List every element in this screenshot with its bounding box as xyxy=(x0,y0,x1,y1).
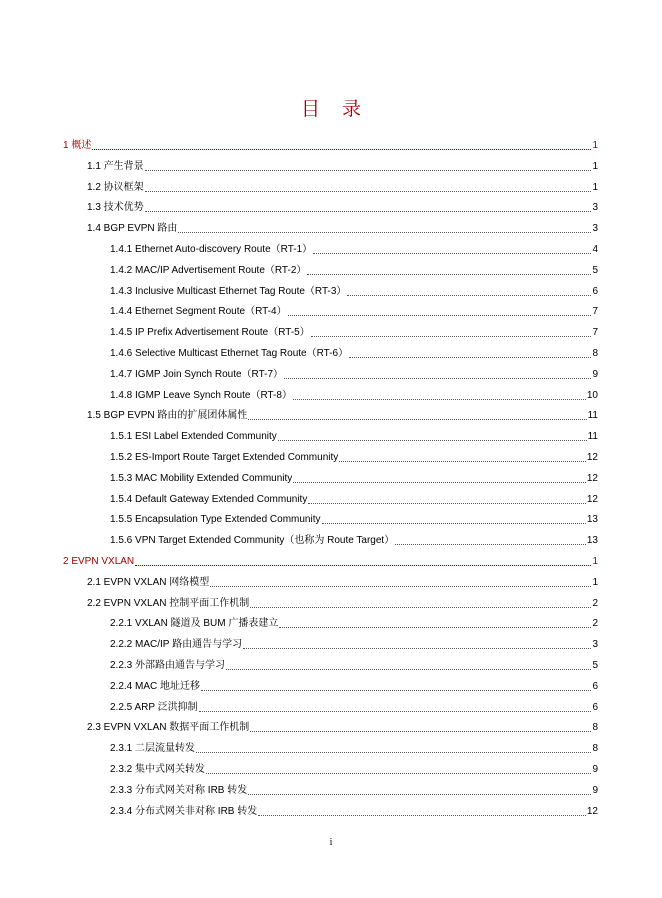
toc-entry[interactable] xyxy=(63,138,598,154)
toc-entry-label: 1.4.4 Ethernet Segment Route（RT-4） xyxy=(110,306,287,318)
toc-entry[interactable] xyxy=(63,554,598,570)
toc-entry-label: 2.2.1 VXLAN 隧道及 BUM 广播表建立 xyxy=(110,618,279,630)
toc-entry-label: 2.2.5 ARP 泛洪抑制 xyxy=(110,701,198,713)
toc-entry[interactable] xyxy=(110,616,598,632)
toc-entry-label: 1.4.5 IP Prefix Advertisement Route（RT-5） xyxy=(110,327,310,339)
toc-entry-label: 1 概述 xyxy=(63,140,92,151)
toc-entry-page: 3 xyxy=(592,639,598,651)
toc-entry-page: 8 xyxy=(592,743,598,755)
toc-entry[interactable] xyxy=(87,159,598,175)
toc-entry[interactable] xyxy=(110,679,598,695)
toc-entry-label: 1.5.2 ES-Import Route Target Extended Community xyxy=(110,452,339,463)
toc-entry[interactable] xyxy=(87,180,598,196)
toc-entry-label: 2.3.1 二层流量转发 xyxy=(110,743,196,755)
toc-entry-label: 1.3 技术优势 xyxy=(87,202,144,214)
toc-leader-dots xyxy=(248,794,591,795)
toc-entry[interactable] xyxy=(110,242,598,258)
toc-entry-page: 5 xyxy=(592,264,598,276)
toc-entry-page: 1 xyxy=(592,160,598,172)
toc-leader-dots xyxy=(293,482,586,483)
toc-entry-label: 1.4.8 IGMP Leave Synch Route（RT-8） xyxy=(110,389,292,401)
toc-leader-dots xyxy=(226,669,591,670)
toc-entry[interactable] xyxy=(110,533,598,549)
toc-entry-page: 3 xyxy=(592,223,598,235)
toc-entry-label: 1.5.5 Encapsulation Type Extended Community xyxy=(110,514,321,526)
toc-entry-page: 10 xyxy=(586,389,598,401)
toc-entry-label: 1.5.3 MAC Mobility Extended Community xyxy=(110,472,293,484)
toc-entry-label: 2.3.2 集中式网关转发 xyxy=(110,764,206,775)
toc-leader-dots xyxy=(293,399,586,400)
toc-entry-label: 2.2 EVPN VXLAN 控制平面工作机制 xyxy=(87,597,250,609)
toc-entry-page: 3 xyxy=(592,202,598,214)
toc-entry-page: 4 xyxy=(592,244,598,255)
toc-entry-label: 2.2.4 MAC 地址迁移 xyxy=(110,680,201,692)
toc-leader-dots xyxy=(243,648,591,649)
toc-entry-label: 1.5 BGP EVPN 路由的扩展团体属性 xyxy=(87,410,248,422)
toc-leader-dots xyxy=(145,170,592,171)
toc-entry[interactable] xyxy=(110,762,598,778)
toc-entry-page: 12 xyxy=(586,493,598,505)
toc-entry-label: 1.4.1 Ethernet Auto-discovery Route（RT-1） xyxy=(110,244,313,255)
toc-leader-dots xyxy=(196,752,591,753)
toc-entry[interactable] xyxy=(110,388,598,404)
toc-entry-page: 7 xyxy=(592,327,598,339)
toc-leader-dots xyxy=(210,586,591,587)
toc-leader-dots xyxy=(250,607,591,608)
toc-entry-page: 1 xyxy=(592,576,598,588)
toc-entry[interactable] xyxy=(87,575,598,591)
toc-entry[interactable] xyxy=(110,284,598,300)
toc-entry-label: 2.3 EVPN VXLAN 数据平面工作机制 xyxy=(87,722,250,734)
toc-entry-label: 2 EVPN VXLAN xyxy=(63,556,135,567)
toc-entry-label: 1.4.3 Inclusive Multicast Ethernet Tag Route（RT-3） xyxy=(110,285,347,297)
toc-entry[interactable] xyxy=(87,221,598,237)
toc-leader-dots xyxy=(339,461,586,462)
page-number: i xyxy=(329,837,333,848)
toc-entry-page: 9 xyxy=(592,764,598,775)
toc-entry-page: 9 xyxy=(592,784,598,796)
toc-entry-page: 2 xyxy=(592,618,598,630)
toc-entry-label: 1.4.6 Selective Multicast Ethernet Tag Route（RT-6） xyxy=(110,348,349,359)
toc-entry[interactable] xyxy=(110,450,598,466)
toc-entry[interactable] xyxy=(87,720,598,736)
toc-entry[interactable] xyxy=(87,596,598,612)
toc-entry-label: 2.2.3 外部路由通告与学习 xyxy=(110,660,226,671)
toc-entry-label: 1.4.2 MAC/IP Advertisement Route（RT-2） xyxy=(110,264,307,276)
toc-leader-dots xyxy=(250,731,591,732)
toc-entry-page: 6 xyxy=(592,285,598,297)
toc-leader-dots xyxy=(279,627,591,628)
toc-entry-label: 1.5.4 Default Gateway Extended Community xyxy=(110,493,308,505)
toc-entry-page: 6 xyxy=(592,680,598,692)
toc-entry[interactable] xyxy=(110,429,598,445)
toc-leader-dots xyxy=(178,232,591,233)
toc-entry[interactable] xyxy=(110,512,598,528)
toc-entry-page: 12 xyxy=(586,472,598,484)
toc-entry[interactable] xyxy=(110,658,598,674)
toc-leader-dots xyxy=(248,419,586,420)
toc-leader-dots xyxy=(322,523,586,524)
toc-entry-page: 12 xyxy=(586,805,598,817)
toc-entry[interactable] xyxy=(87,200,598,216)
toc-leader-dots xyxy=(199,711,592,712)
toc-leader-dots xyxy=(278,440,587,441)
toc-entry[interactable] xyxy=(110,304,598,320)
toc-entry-label: 1.4 BGP EVPN 路由 xyxy=(87,223,178,235)
toc-entry-page: 8 xyxy=(592,348,598,359)
toc-entry[interactable] xyxy=(110,700,598,716)
toc-leader-dots xyxy=(311,336,592,337)
toc-entry-page: 9 xyxy=(592,368,598,380)
toc-leader-dots xyxy=(92,149,591,150)
toc-leader-dots xyxy=(201,690,591,691)
toc-entry-label: 1.4.7 IGMP Join Synch Route（RT-7） xyxy=(110,368,284,380)
toc-entry-page: 1 xyxy=(592,140,598,151)
toc-leader-dots xyxy=(349,357,591,358)
toc-entry-label: 1.5.6 VPN Target Extended Community（也称为 Route Target） xyxy=(110,535,395,547)
toc-entry-page: 5 xyxy=(592,660,598,671)
toc-leader-dots xyxy=(258,815,586,816)
toc-entry[interactable] xyxy=(110,783,598,799)
toc-entry-page: 13 xyxy=(586,535,598,547)
toc-entry-page: 8 xyxy=(592,722,598,734)
toc-entry-label: 1.1 产生背景 xyxy=(87,160,144,172)
toc-leader-dots xyxy=(145,191,592,192)
toc-entry-page: 12 xyxy=(586,452,598,463)
toc-entry[interactable] xyxy=(110,263,598,279)
toc-entry[interactable] xyxy=(110,471,598,487)
toc-entry[interactable] xyxy=(110,346,598,362)
toc-entry-page: 1 xyxy=(592,181,598,193)
toc-leader-dots xyxy=(284,378,591,379)
toc-entry-page: 2 xyxy=(592,597,598,609)
page-title: 目 录 xyxy=(300,98,370,120)
toc-entry-page: 6 xyxy=(592,701,598,713)
toc-entry-page: 1 xyxy=(592,556,598,567)
toc-entry[interactable] xyxy=(87,408,598,424)
toc-leader-dots xyxy=(308,503,586,504)
toc-entry-label: 1.2 协议框架 xyxy=(87,181,144,193)
toc-entry[interactable] xyxy=(110,637,598,653)
toc-entry-label: 2.1 EVPN VXLAN 网络模型 xyxy=(87,576,210,588)
toc-entry-page: 13 xyxy=(586,514,598,526)
toc-entry-page: 7 xyxy=(592,306,598,318)
toc-leader-dots xyxy=(288,315,592,316)
toc-entry[interactable] xyxy=(110,804,598,820)
toc-entry-label: 2.2.2 MAC/IP 路由通告与学习 xyxy=(110,639,243,651)
toc-leader-dots xyxy=(347,295,591,296)
toc-leader-dots xyxy=(313,253,591,254)
toc-entry[interactable] xyxy=(110,325,598,341)
toc-leader-dots xyxy=(206,773,591,774)
toc-entry-page: 11 xyxy=(587,431,598,443)
toc-entry[interactable] xyxy=(110,492,598,508)
toc-entry-label: 1.5.1 ESI Label Extended Community xyxy=(110,431,277,443)
toc-entry[interactable] xyxy=(110,367,598,383)
toc-leader-dots xyxy=(145,211,592,212)
toc-entry-page: 11 xyxy=(587,410,598,422)
toc-entry[interactable] xyxy=(110,741,598,757)
toc-leader-dots xyxy=(395,544,586,545)
toc-entry-label: 2.3.3 分布式网关对称 IRB 转发 xyxy=(110,784,248,796)
toc-leader-dots xyxy=(307,274,591,275)
toc-entry-label: 2.3.4 分布式网关非对称 IRB 转发 xyxy=(110,805,258,817)
toc-leader-dots xyxy=(135,565,591,566)
